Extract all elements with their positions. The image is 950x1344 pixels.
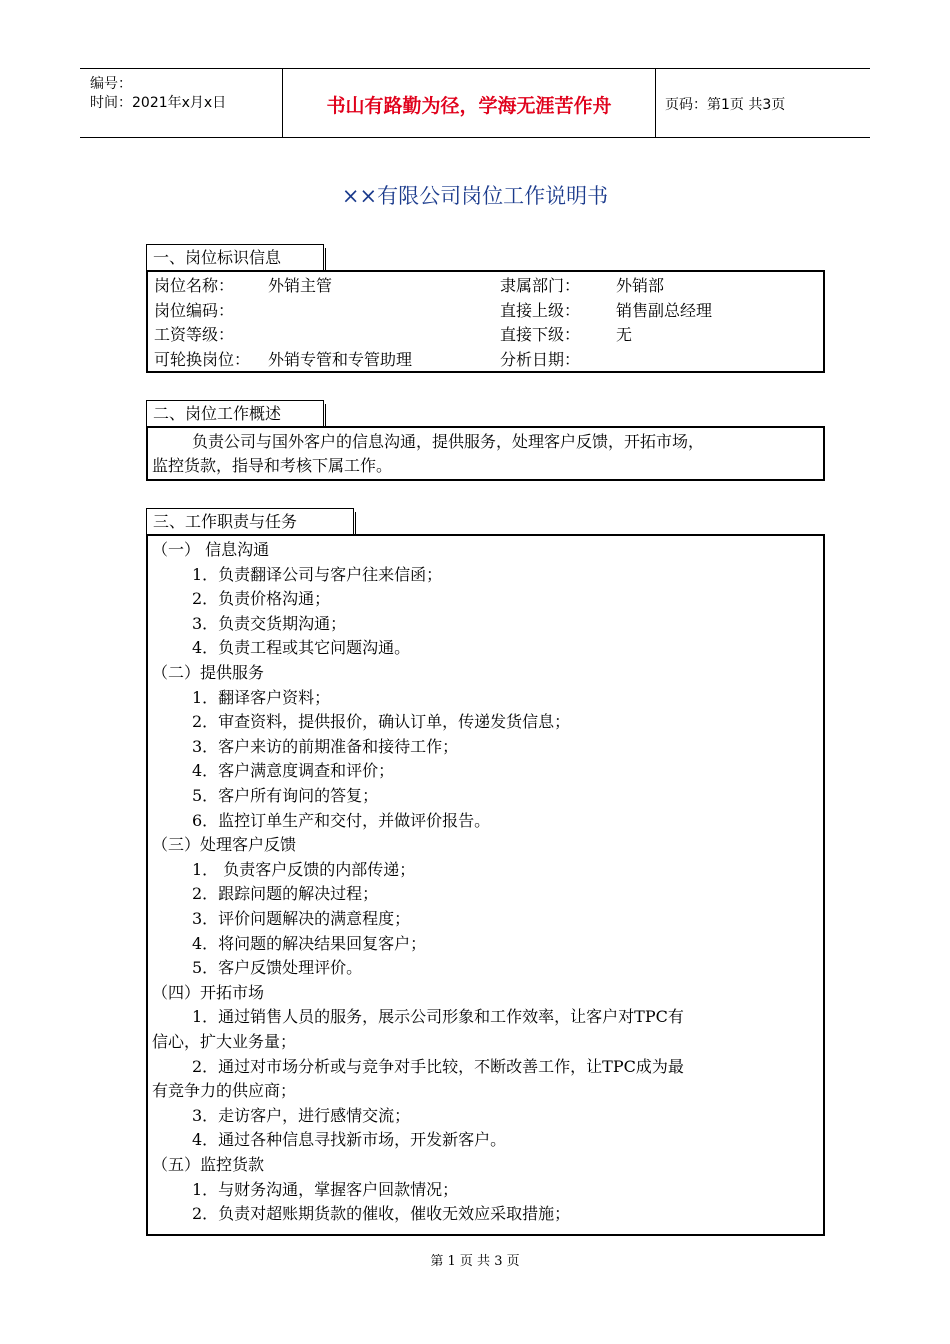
field-value: 外销专管和专管助理 — [268, 349, 413, 369]
duty-item: 1． 负责客户反馈的内部传递； — [192, 859, 416, 879]
duty-item: 2．负责价格沟通； — [192, 589, 331, 609]
document-title: ××有限公司岗位工作说明书 — [341, 184, 609, 208]
number-label: 编号： — [90, 76, 132, 92]
duty-item: 3．客户来访的前期准备和接待工作； — [192, 736, 459, 756]
summary-line-2: 监控货款，指导和考核下属工作。 — [152, 456, 393, 475]
field-label: 直接下级： — [500, 325, 581, 344]
duty-item: 1．负责翻译公司与客户往来信函； — [192, 564, 443, 584]
duty-item: 2．通过对市场分析或与竞争对手比较，不断改善工作，让TPC成为最 — [192, 1056, 684, 1076]
section1-heading: 一、岗位标识信息 — [146, 244, 324, 270]
time-label: 时间：2021年x月x日 — [90, 95, 227, 111]
field-value: 销售副总经理 — [616, 300, 713, 320]
field-label: 隶属部门： — [500, 276, 581, 295]
section3-heading: 三、工作职责与任务 — [146, 508, 354, 534]
page-label: 页码：第1页 共3页 — [665, 97, 786, 113]
duty-item: 2．负责对超账期货款的催收，催收无效应采取措施； — [192, 1204, 571, 1224]
field-value: 无 — [616, 325, 633, 344]
duty-item: 5．客户所有询问的答复； — [192, 786, 379, 805]
duty-item: 1．通过销售人员的服务，展示公司形象和工作效率，让客户对TPC有 — [192, 1007, 684, 1027]
duty-item: 1．与财务沟通，掌握客户回款情况； — [192, 1179, 459, 1199]
document-header — [80, 68, 870, 138]
duty-item: 4．通过各种信息寻找新市场，开发新客户。 — [192, 1130, 507, 1150]
duty-item: 1．翻译客户资料； — [192, 687, 331, 707]
page-footer: 第 1 页 共 3 页 — [430, 1254, 520, 1269]
duty-group-heading: （四）开拓市场 — [152, 982, 265, 1002]
duty-item: 2．审查资料，提供报价，确认订单，传递发货信息； — [192, 712, 571, 732]
duty-group-heading: （三）处理客户反馈 — [152, 835, 297, 855]
field-value: 外销部 — [616, 276, 665, 295]
field-label: 可轮换岗位： — [154, 349, 251, 369]
duty-item: 4．客户满意度调查和评价； — [192, 761, 395, 781]
header-info-cell — [80, 69, 282, 137]
field-label: 直接上级： — [500, 300, 581, 320]
duty-item: 3．评价问题解决的满意程度； — [192, 909, 411, 928]
section2-box — [146, 426, 825, 481]
duty-item: 3．走访客户，进行感情交流； — [192, 1105, 411, 1125]
duty-item: 5．客户反馈处理评价。 — [192, 958, 363, 978]
header-page-cell — [655, 69, 870, 137]
field-label: 岗位编码： — [154, 300, 235, 320]
duty-item: 4．将问题的解决结果回复客户； — [192, 933, 427, 953]
duty-group-heading: （一） 信息沟通 — [152, 540, 270, 559]
header-motto-cell — [282, 69, 656, 137]
duty-item: 有竞争力的供应商； — [152, 1081, 297, 1101]
duty-item: 6．监控订单生产和交付，并做评价报告。 — [192, 810, 491, 830]
duty-item: 2．跟踪问题的解决过程； — [192, 884, 379, 904]
field-label: 岗位名称： — [154, 276, 235, 295]
duty-item: 3．负责交货期沟通； — [192, 613, 347, 633]
section2-heading: 二、岗位工作概述 — [146, 400, 324, 426]
section1-box — [146, 270, 825, 373]
motto: 书山有路勤为径，学海无涯苦作舟 — [326, 95, 612, 117]
summary-line-1: 负责公司与国外客户的信息沟通，提供服务，处理客户反馈，开拓市场， — [192, 432, 705, 451]
field-label: 分析日期： — [500, 349, 581, 369]
section3-box — [146, 534, 825, 1236]
duty-item: 4．负责工程或其它问题沟通。 — [192, 638, 411, 658]
duty-group-heading: （二）提供服务 — [152, 663, 265, 682]
duty-item: 信心，扩大业务量； — [152, 1032, 297, 1051]
field-label: 工资等级： — [154, 325, 235, 344]
field-value: 外销主管 — [268, 276, 333, 295]
duty-group-heading: （五）监控货款 — [152, 1155, 265, 1174]
